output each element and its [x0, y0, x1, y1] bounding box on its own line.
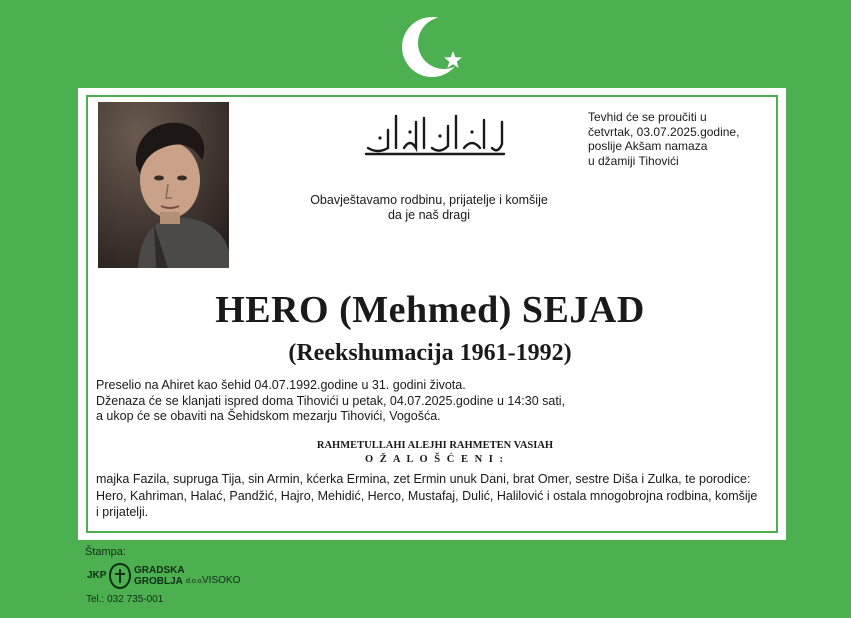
details-line: Preselio na Ahiret kao šehid 04.07.1992.godine u 31. godini života. — [96, 378, 466, 392]
print-label: Štampa: — [85, 546, 126, 558]
mourners-list — [96, 471, 776, 521]
mourners-heading: O Ž A L O Š Ć E N I : — [364, 454, 506, 465]
tevhid-line: Tevhid će se proučiti u — [588, 110, 707, 124]
company-phone: Tel.: 032 735-001 — [86, 594, 164, 605]
mourners-line: Hero, Kahriman, Halać, Pandžić, Hajro, Mehidić, Herco, Mustafaj, Dulić, Halilović i ostala mnogobrojna rodbina, komšije — [96, 488, 758, 503]
arabic-calligraphy — [360, 108, 508, 160]
tevhid-line: u džamiji Tihovići — [588, 153, 679, 168]
company-city: VISOKO — [202, 575, 241, 586]
funeral-details — [96, 378, 596, 425]
intro-text — [250, 193, 608, 223]
company-name — [134, 565, 185, 587]
company-name-line: GROBLJA — [134, 576, 183, 587]
prayer-block — [200, 439, 670, 467]
details-line: Dženaza će se klanjati ispred doma Tihovići u petak, 04.07.2025.godine u 14:30 sati, — [96, 393, 566, 408]
portrait-photo — [98, 102, 229, 268]
mourners-line: majka Fazila, supruga Tija, sin Armin, kćerka Ermina, zet Ermin unuk Dani, brat Omer, sestre Diša i Zulka, te porodice: — [96, 472, 751, 486]
deceased-name: HERO (Mehmed) SEJAD — [215, 289, 645, 331]
crescent-star-icon — [396, 10, 476, 80]
rahmet-prayer: RAHMETULLAHI ALEJHI RAHMETEN VASIAH — [316, 440, 554, 451]
tevhid-notice — [588, 110, 778, 168]
cemetery-logo-icon — [108, 562, 132, 590]
jkp-label: JKP — [87, 570, 107, 581]
tevhid-line: četvrtak, 03.07.2025.godine, — [588, 124, 740, 139]
company-type: d.o.o. — [186, 578, 204, 585]
deceased-subtitle: (Reekshumacija 1961-1992) — [288, 340, 572, 366]
company-name-line: GRADSKA — [134, 565, 185, 576]
intro-line: da je naš dragi — [387, 208, 470, 222]
intro-line: Obavještavamo rodbinu, prijatelje i komšije — [310, 193, 548, 207]
mourners-line: i prijatelji. — [96, 505, 149, 519]
details-line: a ukop će se obaviti na Šehidskom mezarju Tihovići, Vogošća. — [96, 409, 441, 423]
tevhid-line: poslije Akšam namaza — [588, 139, 708, 154]
